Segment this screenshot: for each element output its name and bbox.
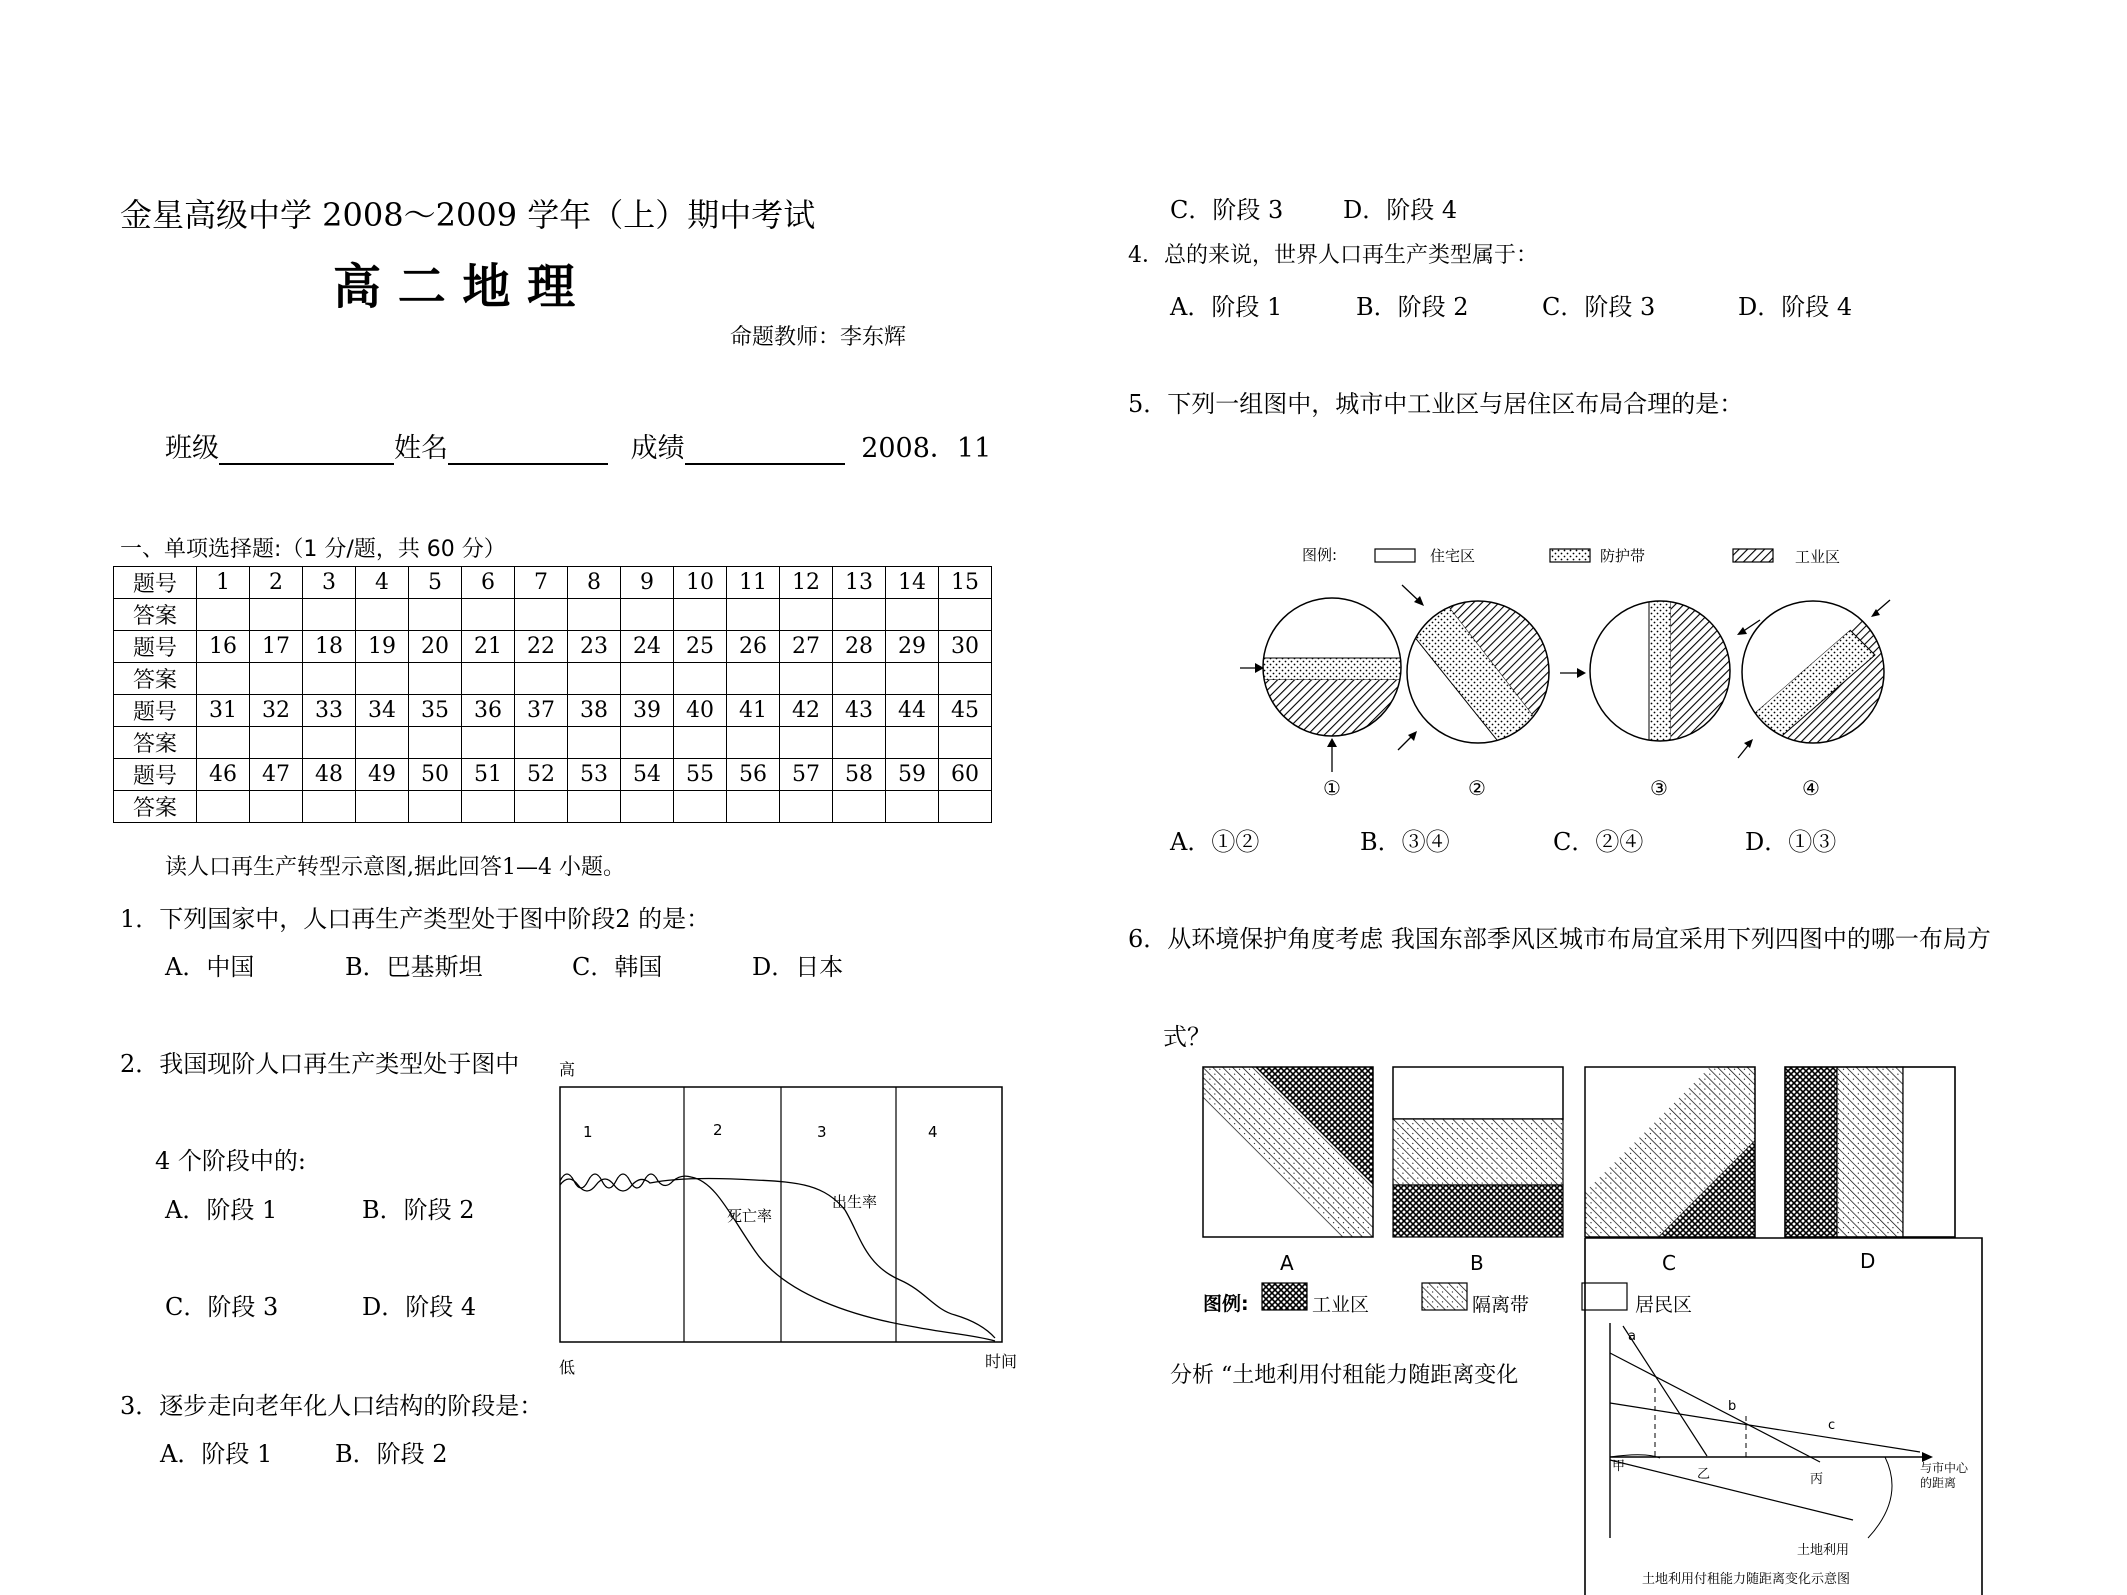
label-bing: 丙 [1810,1472,1824,1487]
class-field[interactable] [219,437,394,465]
circle-1 [1250,590,1420,750]
q6-legend-industrial-swatch [1262,1283,1307,1310]
birth-rate-curve [560,1179,995,1338]
q1-option-d[interactable]: D．日本 [752,953,844,981]
question-number-cell: 48 [303,759,356,791]
intro-text: 读人口再生产转型示意图,据此回答1—4 小题。 [165,855,625,880]
question-number-cell: 52 [515,759,568,791]
question-number-cell: 19 [356,631,409,663]
question-number-cell: 4 [356,567,409,599]
bid-rent-diagram [1585,1238,1985,1593]
question-number-cell: 45 [939,695,992,727]
question-number-cell: 24 [621,631,674,663]
q5-option-a[interactable]: A．①② [1170,828,1260,856]
q5-layout-diagram [1230,540,1900,805]
question-number-cell: 51 [462,759,515,791]
q1-option-c[interactable]: C．韩国 [572,953,663,981]
q2-option-d[interactable]: D．阶段 4 [362,1293,477,1321]
q1-stem: 1．下列国家中，人口再生产类型处于图中阶段2 的是： [120,905,711,933]
question-number-cell: 36 [462,695,515,727]
question-number-cell: 57 [780,759,833,791]
answer-cell[interactable] [409,599,462,631]
q4-option-d[interactable]: D．阶段 4 [1738,293,1853,321]
answer-cell[interactable] [515,663,568,695]
label-land-use: 土地利用 [1797,1543,1850,1558]
answer-cell[interactable] [727,663,780,695]
question-number-cell: 26 [727,631,780,663]
question-number-cell: 35 [409,695,462,727]
answer-cell[interactable] [886,791,939,823]
q3-option-d[interactable]: D．阶段 4 [1343,196,1458,224]
answer-cell[interactable] [515,727,568,759]
question-number-cell: 2 [250,567,303,599]
square-d-residential [1903,1067,1955,1237]
row-label-answer: 答案 [114,599,197,631]
figure-caption: 土地利用付租能力随距离变化示意图 [1642,1572,1851,1587]
question-number-cell: 33 [303,695,356,727]
q1-option-a[interactable]: A．中国 [165,953,255,981]
answer-cell[interactable] [621,791,674,823]
legend-residential: 住宅区 [1430,547,1476,565]
question-number-cell: 44 [886,695,939,727]
question-number-cell: 22 [515,631,568,663]
answer-cell[interactable] [250,599,303,631]
stage-label-4: 4 [928,1123,938,1141]
answer-cell[interactable] [303,599,356,631]
circle-2 [1400,580,1570,775]
answer-table-answer-row [114,663,992,695]
q3-option-c[interactable]: C．阶段 3 [1170,196,1284,224]
question-number-cell: 42 [780,695,833,727]
square-d-buffer [1837,1067,1903,1237]
question-number-cell: 50 [409,759,462,791]
square-a [1203,1067,1373,1237]
answer-cell[interactable] [409,727,462,759]
answer-cell[interactable] [886,727,939,759]
circle-label-3: ③ [1650,776,1668,800]
answer-cell[interactable] [409,791,462,823]
answer-cell[interactable] [727,599,780,631]
chart-x-label: 时间 [985,1352,1018,1371]
answer-table-number-row [114,695,992,727]
q6-stem-line1: 6．从环境保护角度考虑 我国东部季风区城市布局宜采用下列四图中的哪一布局方 [1128,925,1991,953]
question-number-cell: 37 [515,695,568,727]
question-number-cell: 10 [674,567,727,599]
q4-option-a[interactable]: A．阶段 1 [1170,293,1283,321]
answer-cell[interactable] [674,663,727,695]
question-number-cell: 1 [197,567,250,599]
q5-option-b[interactable]: B．③④ [1360,828,1450,856]
answer-cell[interactable] [197,791,250,823]
subject-title: 高 二 地 理 [333,259,576,315]
question-number-cell: 29 [886,631,939,663]
question-number-cell: 6 [462,567,515,599]
legend-buffer: 防护带 [1600,547,1646,565]
question-number-cell: 15 [939,567,992,599]
answer-cell[interactable] [462,599,515,631]
question-number-cell: 16 [197,631,250,663]
question-number-cell: 21 [462,631,515,663]
legend-industrial-swatch [1733,549,1773,562]
answer-cell[interactable] [515,599,568,631]
answer-cell[interactable] [250,727,303,759]
population-transition-chart [555,1055,1035,1385]
answer-cell[interactable] [568,791,621,823]
answer-cell[interactable] [780,599,833,631]
question-number-cell: 40 [674,695,727,727]
question-number-cell: 32 [250,695,303,727]
q6-legend-industrial: 工业区 [1312,1294,1370,1316]
answer-cell[interactable] [568,727,621,759]
exam-heading: 金星高级中学 2008～2009 学年（上）期中考试 [120,196,816,234]
answer-cell[interactable] [356,791,409,823]
answer-cell[interactable] [939,663,992,695]
circle-3 [1585,595,1736,745]
answer-cell[interactable] [303,663,356,695]
question-number-cell: 23 [568,631,621,663]
answer-cell[interactable] [621,663,674,695]
legend-industrial: 工业区 [1795,548,1841,566]
legend-residential-swatch [1375,549,1415,562]
label-jia: 甲 [1612,1459,1626,1474]
q5-stem: 5．下列一组图中，城市中工业区与居住区布局合理的是： [1128,390,1744,418]
teacher-line: 命题教师：李东辉 [730,325,907,350]
answer-cell[interactable] [356,663,409,695]
class-label: 班级 [165,433,219,464]
land-use-line [1610,1460,1853,1520]
question-number-cell: 9 [621,567,674,599]
question-number-cell: 17 [250,631,303,663]
q6-stem-line2: 式？ [1163,1023,1211,1051]
curve-a [1623,1326,1707,1456]
answer-cell[interactable] [780,727,833,759]
square-d-industrial [1785,1067,1837,1237]
answer-cell[interactable] [303,727,356,759]
question-number-cell: 14 [886,567,939,599]
square-c [1585,1067,1755,1237]
figure-frame [1585,1238,1982,1595]
student-info-line [165,426,991,465]
question-number-cell: 41 [727,695,780,727]
answer-cell[interactable] [886,663,939,695]
square-b-industrial [1393,1185,1563,1237]
label-b: b [1728,1399,1737,1414]
question-number-cell: 47 [250,759,303,791]
answer-cell[interactable] [568,663,621,695]
question-number-cell: 43 [833,695,886,727]
stage-label-2: 2 [713,1121,723,1139]
row-label-number: 题号 [114,695,197,727]
q4-stem: 4．总的来说，世界人口再生产类型属于： [1128,243,1538,268]
square-label-d: D [1860,1249,1876,1273]
row-label-number: 题号 [114,759,197,791]
row-label-number: 题号 [114,631,197,663]
question-number-cell: 60 [939,759,992,791]
answer-table-number-row [114,759,992,791]
answer-cell[interactable] [833,791,886,823]
q6-legend-residential: 居民区 [1635,1294,1693,1316]
axis-label-line2: 的距离 [1920,1476,1957,1490]
answer-cell[interactable] [939,791,992,823]
label-c: c [1828,1418,1836,1433]
answer-cell[interactable] [727,791,780,823]
q3-stem: 3．逐步走向老年化人口结构的阶段是： [120,1392,544,1420]
death-rate-curve [560,1174,995,1341]
answer-cell[interactable] [250,663,303,695]
circle-label-2: ② [1468,776,1486,800]
axis-label-line1: 与市中心 [1920,1461,1969,1475]
question-number-cell: 31 [197,695,250,727]
answer-cell[interactable] [939,727,992,759]
chart-y-high: 高 [559,1060,576,1079]
answer-cell[interactable] [780,791,833,823]
q3-option-a[interactable]: A．阶段 1 [160,1440,273,1468]
curve-c [1610,1403,1920,1452]
exam-date: 2008．11 [861,433,992,464]
question-number-cell: 55 [674,759,727,791]
q3-option-b[interactable]: B．阶段 2 [335,1440,448,1468]
answer-cell[interactable] [674,727,727,759]
answer-cell[interactable] [462,791,515,823]
question-number-cell: 20 [409,631,462,663]
row-label-answer: 答案 [114,791,197,823]
q2-stem-line1: 2．我国现阶人口再生产类型处于图中 [120,1050,520,1078]
square-label-c: C [1662,1251,1676,1275]
birth-rate-label: 出生率 [832,1193,878,1211]
answer-table [113,566,992,823]
answer-cell[interactable] [409,663,462,695]
question-number-cell: 3 [303,567,356,599]
answer-cell[interactable] [356,599,409,631]
q4-option-c[interactable]: C．阶段 3 [1542,293,1656,321]
question-number-cell: 38 [568,695,621,727]
answer-cell[interactable] [250,791,303,823]
legend-buffer-swatch [1550,549,1590,562]
answer-table-answer-row [114,727,992,759]
answer-cell[interactable] [462,727,515,759]
q1-option-b[interactable]: B．巴基斯坦 [345,953,483,981]
answer-cell[interactable] [356,727,409,759]
answer-cell[interactable] [621,727,674,759]
q6-legend-buffer: 隔离带 [1472,1294,1530,1316]
q6-legend-buffer-swatch [1422,1283,1467,1310]
answer-table-answer-row [114,791,992,823]
score-label: 成绩 [630,433,685,464]
answer-cell[interactable] [833,599,886,631]
answer-cell[interactable] [833,663,886,695]
name-label: 姓名 [394,433,448,464]
label-yi: 乙 [1697,1467,1711,1482]
answer-cell[interactable] [727,727,780,759]
square-b-buffer [1393,1119,1563,1185]
q5-option-c[interactable]: C．②④ [1553,828,1644,856]
question-number-cell: 25 [674,631,727,663]
rent-analysis-text: 分析 “土地利用付租能力随距离变化 [1170,1363,1519,1388]
stage-label-3: 3 [817,1123,827,1141]
answer-cell[interactable] [939,599,992,631]
answer-cell[interactable] [197,599,250,631]
q5-legend-title: 图例: [1302,546,1338,564]
label-a: a [1628,1329,1636,1344]
square-b-residential [1393,1067,1563,1119]
stage-label-1: 1 [583,1123,593,1141]
answer-cell[interactable] [462,663,515,695]
answer-cell[interactable] [674,599,727,631]
question-number-cell: 58 [833,759,886,791]
q2-option-b[interactable]: B．阶段 2 [362,1196,475,1224]
answer-table-answer-row [114,599,992,631]
question-number-cell: 27 [780,631,833,663]
q2-stem-line2: 4 个阶段中的: [155,1147,306,1175]
row-label-answer: 答案 [114,727,197,759]
question-number-cell: 49 [356,759,409,791]
question-number-cell: 54 [621,759,674,791]
question-number-cell: 59 [886,759,939,791]
answer-cell[interactable] [621,599,674,631]
answer-cell[interactable] [833,727,886,759]
square-label-a: A [1280,1251,1294,1275]
question-number-cell: 28 [833,631,886,663]
q2-option-a[interactable]: A．阶段 1 [165,1196,278,1224]
answer-cell[interactable] [197,727,250,759]
answer-cell[interactable] [197,663,250,695]
answer-table-number-row [114,567,992,599]
question-number-cell: 7 [515,567,568,599]
question-number-cell: 46 [197,759,250,791]
question-number-cell: 12 [780,567,833,599]
question-number-cell: 8 [568,567,621,599]
question-number-cell: 34 [356,695,409,727]
q2-option-c[interactable]: C．阶段 3 [165,1293,279,1321]
question-number-cell: 5 [409,567,462,599]
answer-cell[interactable] [568,599,621,631]
name-field[interactable] [448,437,608,465]
question-number-cell: 39 [621,695,674,727]
chart-y-low: 低 [559,1358,576,1377]
answer-cell[interactable] [674,791,727,823]
answer-cell[interactable] [303,791,356,823]
section-title: 一、单项选择题:（1 分/题，共 60 分） [120,537,506,562]
circle-label-1: ① [1323,776,1341,800]
circle-4 [1730,595,1895,755]
row-label-number: 题号 [114,567,197,599]
square-label-b: B [1470,1251,1484,1275]
question-number-cell: 56 [727,759,780,791]
question-number-cell: 13 [833,567,886,599]
question-number-cell: 18 [303,631,356,663]
question-number-cell: 11 [727,567,780,599]
answer-cell[interactable] [886,599,939,631]
answer-cell[interactable] [780,663,833,695]
q6-legend-title: 图例: [1203,1293,1249,1315]
score-field[interactable] [685,437,845,465]
answer-table-number-row [114,631,992,663]
q5-option-d[interactable]: D．①③ [1745,828,1837,856]
circle-label-4: ④ [1802,776,1820,800]
q4-option-b[interactable]: B．阶段 2 [1356,293,1469,321]
answer-cell[interactable] [515,791,568,823]
row-label-answer: 答案 [114,663,197,695]
question-number-cell: 53 [568,759,621,791]
death-rate-label: 死亡率 [727,1207,773,1225]
question-number-cell: 30 [939,631,992,663]
